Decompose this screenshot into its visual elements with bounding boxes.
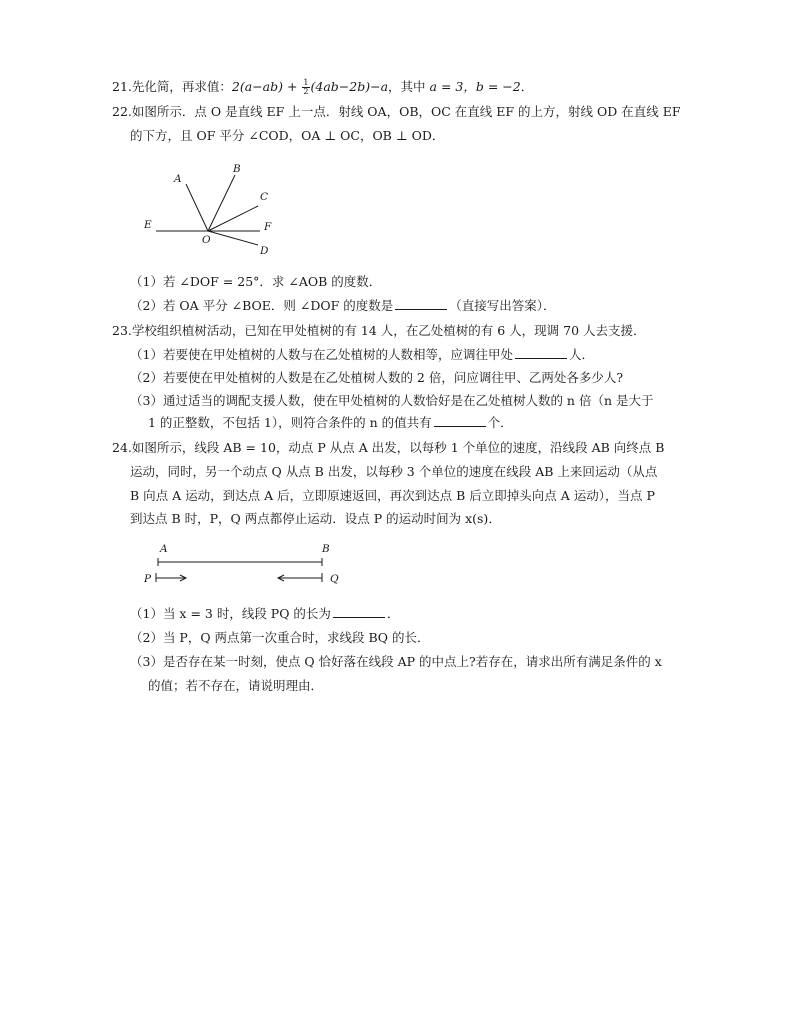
q21-end: ． — [520, 79, 534, 94]
q24-sub3-line1: （3）是否存在某一时刻，使点 Q 恰好落在线段 AP 的中点上?若存在，请求出所有满足条件的 x — [130, 654, 662, 669]
label-a: A — [174, 173, 182, 185]
q24-sub3-line2: 的值；若不存在，请说明理由． — [148, 678, 324, 693]
q21-expr-b: (4ab−2b)−a — [310, 79, 389, 94]
q24-sub1-text-a: （1）当 x = 3 时，线段 PQ 的长为 — [130, 606, 331, 621]
label-b: B — [322, 543, 330, 555]
q23-sub3-text-b: 1 的正整数，不包括 1），则符合条件的 n 的值共有 — [148, 415, 432, 430]
q21-text-a: 先化简，再求值： — [131, 79, 232, 94]
q22-line1 — [112, 103, 681, 121]
q23-sub3-blank[interactable] — [434, 414, 486, 427]
ray-oc — [208, 206, 258, 231]
q22-answer-blank[interactable] — [395, 297, 447, 310]
label-q: Q — [330, 573, 339, 585]
q23-line1 — [112, 322, 646, 340]
q23-sub2: （2）若要使在甲处植树的人数是在乙处植树人数的 2 倍，问应调往甲、乙两处各多少人? — [130, 370, 624, 385]
q24-line1 — [112, 439, 664, 457]
q24-line4: 到达点 B 时，P，Q 两点都停止运动．设点 P 的运动时间为 x(s)． — [130, 511, 501, 526]
q22-line2: 的下方，且 OF 平分 ∠COD，OA ⊥ OC，OB ⊥ OD． — [130, 128, 445, 143]
label-f: F — [264, 221, 272, 233]
q24-sub1-text-b: ． — [386, 606, 400, 621]
q24-line2: 运动，同时，另一个动点 Q 从点 B 出发，以每秒 3 个单位的速度在线段 AB 上来回运动（从点 — [130, 464, 658, 479]
q23-sub1-blank[interactable] — [515, 346, 567, 359]
q24-number: 24. — [112, 440, 132, 455]
ray-od — [208, 231, 258, 245]
q22-text-line1: 如图所示．点 O 是直线 EF 上一点．射线 OA，OB，OC 在直线 EF 的上方，射线 OD 在直线 EF — [131, 104, 681, 119]
ray-ob — [208, 175, 235, 231]
q24-sub1-blank[interactable] — [333, 605, 385, 618]
q22-number: 22. — [112, 104, 132, 119]
q21-number: 21. — [112, 79, 132, 94]
q24-sub1 — [130, 605, 399, 623]
ray-oa — [186, 184, 208, 231]
q23-number: 23. — [112, 323, 132, 338]
q23-sub3-line1: （3）通过适当的调配支援人数，使在甲处植树的人数恰好是在乙处植树人数的 n 倍（n 是大于 — [130, 393, 654, 408]
q21-text-b: ，其中 — [388, 79, 430, 94]
q21-expr-a: 2(a−ab) + — [231, 79, 302, 94]
q24-segment-figure — [140, 538, 360, 590]
q21-fraction — [302, 79, 309, 96]
q21-frac-denominator: 2 — [303, 87, 309, 96]
q21-line — [112, 78, 533, 96]
q21-condition: a = 3，b = −2 — [429, 79, 521, 94]
q22-sub2 — [130, 297, 556, 315]
label-e: E — [144, 219, 152, 231]
label-o: O — [202, 234, 211, 246]
label-d: D — [260, 245, 269, 257]
q23-text-line1: 学校组织植树活动，已知在甲处植树的有 14 人，在乙处植树的有 6 人，现调 70 人去支援． — [131, 323, 646, 338]
q23-sub1-text-a: （1）若要使在甲处植树的人数与在乙处植树的人数相等，应调往甲处 — [130, 347, 513, 362]
q24-line3: B 向点 A 运动，到达点 A 后，立即原速返回，再次到达点 B 后立即掉头向点 A 运动），当点 P — [130, 488, 655, 503]
q22-sub2-text-a: （2）若 OA 平分 ∠BOE．则 ∠DOF 的度数是 — [130, 298, 394, 313]
label-b: B — [233, 163, 241, 175]
q22-sub2-text-b: （直接写出答案）． — [449, 298, 556, 313]
q22-angle-figure — [140, 158, 280, 258]
q22-sub1: （1）若 ∠DOF = 25°．求 ∠AOB 的度数． — [130, 274, 382, 289]
q23-sub3-line2 — [148, 414, 513, 432]
label-a: A — [160, 543, 168, 555]
q23-sub1 — [130, 346, 594, 364]
q23-sub3-text-c: 个． — [487, 415, 513, 430]
q24-sub2: （2）当 P，Q 两点第一次重合时，求线段 BQ 的长． — [130, 630, 430, 645]
q23-sub1-text-b: 人． — [568, 347, 594, 362]
label-p: P — [144, 573, 152, 585]
q21-frac-numerator: 1 — [303, 78, 309, 87]
q24-text-line1: 如图所示，线段 AB = 10，动点 P 从点 A 出发，以每秒 1 个单位的速度，沿线段 AB 向终点 B — [131, 440, 665, 455]
label-c: C — [260, 191, 269, 203]
